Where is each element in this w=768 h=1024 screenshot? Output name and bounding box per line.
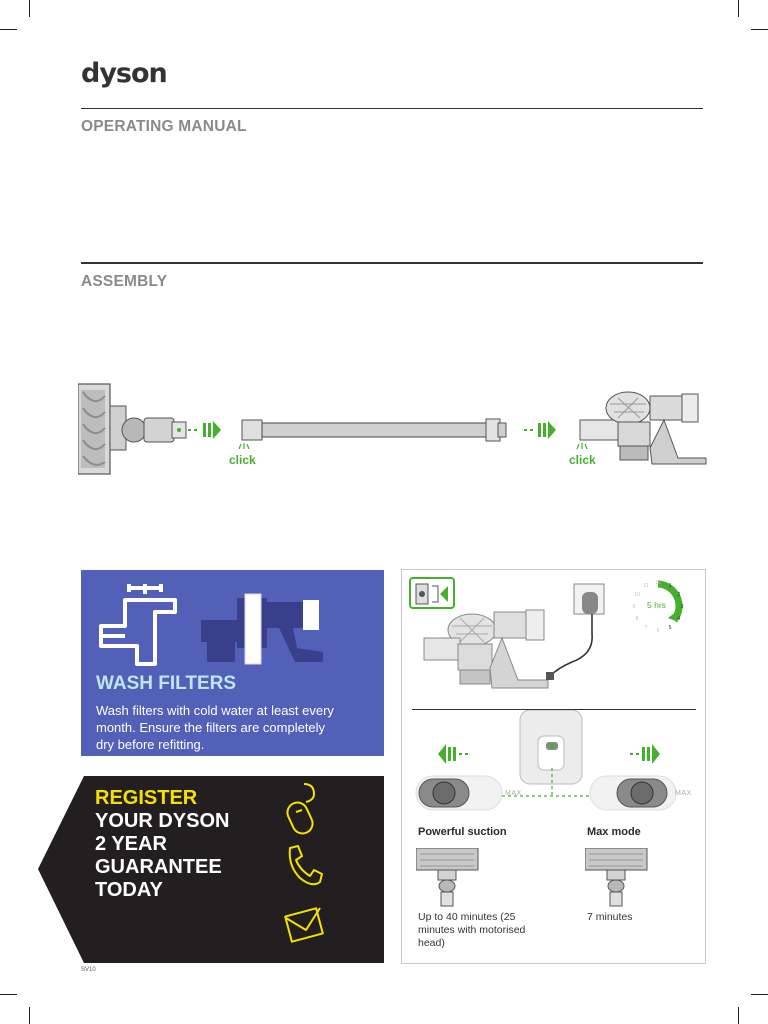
clock-number: 9 [632, 604, 636, 610]
register-line: REGISTER [95, 787, 198, 809]
assembly-title: ASSEMBLY [81, 273, 168, 290]
powerful-suction-label: Powerful suction [418, 826, 507, 838]
click-indicator [239, 443, 587, 449]
wall-mount-icon [410, 578, 454, 608]
wash-filters-title: WASH FILTERS [96, 673, 237, 694]
cleaner-head-powerful [416, 848, 482, 908]
crop-mark [29, 0, 30, 17]
register-box[interactable] [38, 776, 384, 963]
assembly-rule [81, 262, 703, 264]
crop-mark [738, 1007, 739, 1024]
clock-number: 7 [644, 624, 648, 631]
wand-tube [242, 419, 506, 441]
mouse-icon[interactable] [284, 782, 324, 836]
modes-illustration [402, 710, 705, 820]
cleaner-head-max [585, 848, 651, 908]
crop-mark [738, 0, 739, 17]
clock-number: 6 [656, 628, 660, 634]
charge-time-label: 5 hrs [647, 600, 666, 610]
wash-filters-body: Wash filters with cold water at least every month. Ensure the filters are completely dry before refitting. [96, 703, 334, 752]
tap-icon [95, 580, 195, 670]
vacuum-main-body [580, 392, 706, 464]
dyson-logo: dyson [81, 58, 167, 89]
charger-plug [546, 584, 604, 680]
clock-number: 4 [677, 616, 681, 622]
register-line: 2 YEAR [95, 833, 167, 855]
clock-number: 11 [643, 583, 649, 590]
crop-mark [0, 994, 17, 995]
crop-mark [751, 29, 768, 30]
page-title: OPERATING MANUAL [81, 118, 247, 135]
click-label-right: click [569, 453, 596, 467]
crop-mark [29, 1007, 30, 1024]
register-line: YOUR DYSON [95, 810, 230, 832]
crop-mark [0, 29, 17, 30]
register-line: GUARANTEE [95, 856, 222, 878]
floor-head-tool [78, 384, 186, 474]
assembly-illustration [78, 378, 708, 478]
click-label-left: click [229, 453, 256, 467]
clock-number: 12 [655, 580, 661, 586]
arrow-right-icon [630, 744, 660, 764]
clock-number: 8 [635, 616, 639, 622]
clock-number: 1 [668, 583, 672, 590]
crop-mark [751, 994, 768, 995]
arrow-right-icon [524, 421, 556, 439]
arrow-left-icon [438, 744, 468, 764]
max-label-left: MAX [505, 790, 522, 797]
powerful-runtime: Up to 40 minutes (25 minutes with motorised head) [418, 911, 526, 949]
vacuum-handle [520, 710, 582, 784]
filter-illustration [199, 588, 329, 668]
clock-number: 3 [680, 604, 684, 610]
clock-number: 2 [677, 592, 681, 598]
envelope-icon[interactable] [278, 900, 330, 952]
max-mode-label: Max mode [587, 826, 641, 838]
header-rule [81, 108, 703, 109]
mode-switch-right [590, 776, 676, 810]
max-runtime: 7 minutes [587, 911, 633, 923]
mode-switch-left [416, 776, 502, 810]
register-heading [95, 787, 229, 902]
clock-number: 10 [634, 592, 640, 598]
wash-filters-box [81, 570, 384, 756]
arrow-right-icon [188, 421, 221, 439]
model-code: SV10 [81, 967, 96, 973]
max-label-right: MAX [675, 790, 692, 797]
charging-modes-panel [401, 569, 706, 964]
charging-illustration [402, 570, 705, 710]
phone-icon[interactable] [284, 844, 324, 888]
vacuum-charging [424, 610, 548, 688]
clock-number: 5 [668, 624, 672, 631]
register-line: TODAY [95, 879, 163, 901]
